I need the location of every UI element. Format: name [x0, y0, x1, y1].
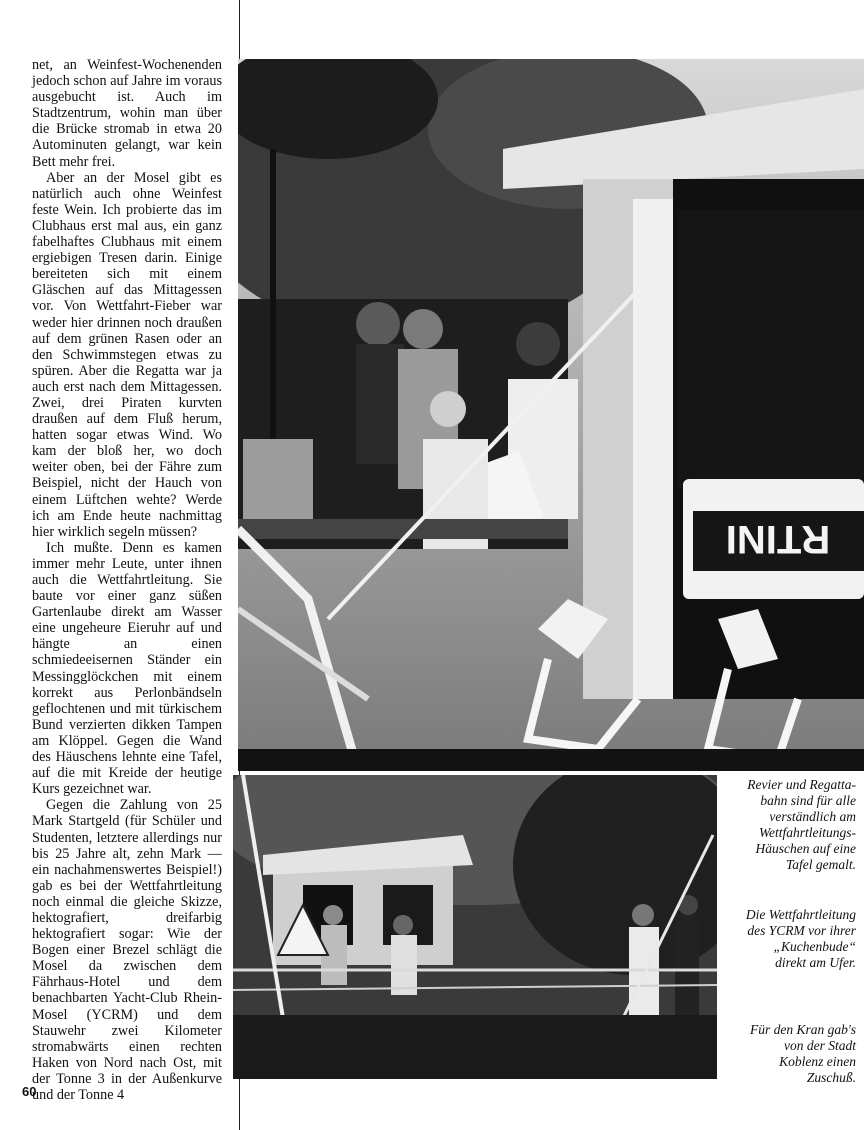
caption-line: Häuschen auf eine: [755, 841, 856, 856]
caption-line: des YCRM vor ihrer: [747, 923, 856, 938]
caption-line: Zuschuß.: [806, 1070, 856, 1085]
paragraph-3: Ich mußte. Denn es kamen immer mehr Leute, unter ihnen auch die Wettfahrtleitung. Sie baute vor einer ganz süßen Gartenlaube direkt am Wasser eine ungeheure Eieruhr auf und hängte an einen schmiedeeisernen Ständer ein Messingglöckchen mit einem korrekt aus Perlonbändseln geflochtenen und mit türkischem Bund verzierten dikken Tampen am Klöppel. Gegen die Wand des Häuschens lehnte eine Tafel, auf die mit Kreide der heutige Kurs gezeichnet war.: [32, 539, 222, 798]
paragraph-2: Aber an der Mosel gibt es natürlich auch ohne Weinfest feste Wein. Ich probierte das im Clubhaus erst mal aus, ein ganz fabelhaftes Clubhaus mit einem ergiebigen Tresen darin. Einige bereiteten sich mit einem Gläschen auf das Mittagessen vor. Von Wettfahrt-Fieber war weder hier drinnen noch draußen auf dem grünen Rasen oder an den Schwimmstegen etwas zu spüren. Aber die Regatta war ja auch erst nach dem Mittagessen. Zwei, drei Piraten kurvten draußen auf dem Fluß herum, hatten sogar etwas Wind. Wo kam der bloß her, wo doch weiter oben, bei der Fähre zum Beispiel, nicht der Hauch von einem Lüftchen wehte? Werde ich am Ende heute nachmittag hier wirklich segeln müssen?: [32, 169, 222, 540]
caption-line: verständlich am: [769, 809, 856, 824]
photo-bottom-illustration: [233, 775, 717, 1079]
caption-line: bahn sind für alle: [760, 793, 856, 808]
caption-line: „Kuchenbude“: [773, 939, 856, 954]
caption-line: Wettfahrtleitungs-: [759, 825, 856, 840]
sign-text: RTINI: [725, 517, 831, 561]
caption-line: Koblenz einen: [779, 1054, 856, 1069]
caption-line: Für den Kran gab's: [749, 1022, 856, 1037]
caption-regatta-course: [716, 777, 856, 873]
caption-line: Revier und Regatta-: [747, 777, 856, 792]
article-text-column: [32, 57, 222, 1103]
caption-line: direkt am Ufer.: [775, 955, 856, 970]
paragraph-4: Gegen die Zahlung von 25 Mark Startgeld (für Schüler und Studenten, letztere allerdings nur bis 25 Jahre alt, zehn Mark — ein nachahmenswertes Beispiel!) gab es bei der Wettfahrtleitung noch einmal die gleiche Skizze, hektografiert, dreifarbig hektografiert sogar: Wie der Bogen einer Brezel schlägt die Mosel da zwischen dem Fährhaus-Hotel und dem benachbarten Yacht-Club Rhein-Mosel (YCRM) und dem Stauwehr zwei Kilometer stromabwärts einen rechten Haken von Nord nach Ost, mit der Tonne 3 in der Außenkurve und der Tonne 4: [32, 797, 222, 1103]
caption-crane: [716, 1022, 856, 1086]
photo-race-committee-hut: [238, 59, 864, 771]
caption-race-committee: [716, 907, 856, 971]
caption-line: Tafel gemalt.: [785, 857, 856, 872]
paragraph-1: net, an Weinfest-Wochenenden jedoch schon auf Jahre im voraus ausgebucht ist. Auch im Stadtzentrum, wohin man über die Brücke stromab in etwa 20 Autominuten gelangt, war kein Bett mehr frei.: [32, 57, 222, 170]
caption-line: von der Stadt: [784, 1038, 856, 1053]
photo-top-illustration: [238, 59, 864, 771]
caption-line: Die Wettfahrtleitung: [745, 907, 856, 922]
photo-race-committee-shore: [233, 775, 717, 1079]
page-number: 60: [22, 1084, 37, 1099]
